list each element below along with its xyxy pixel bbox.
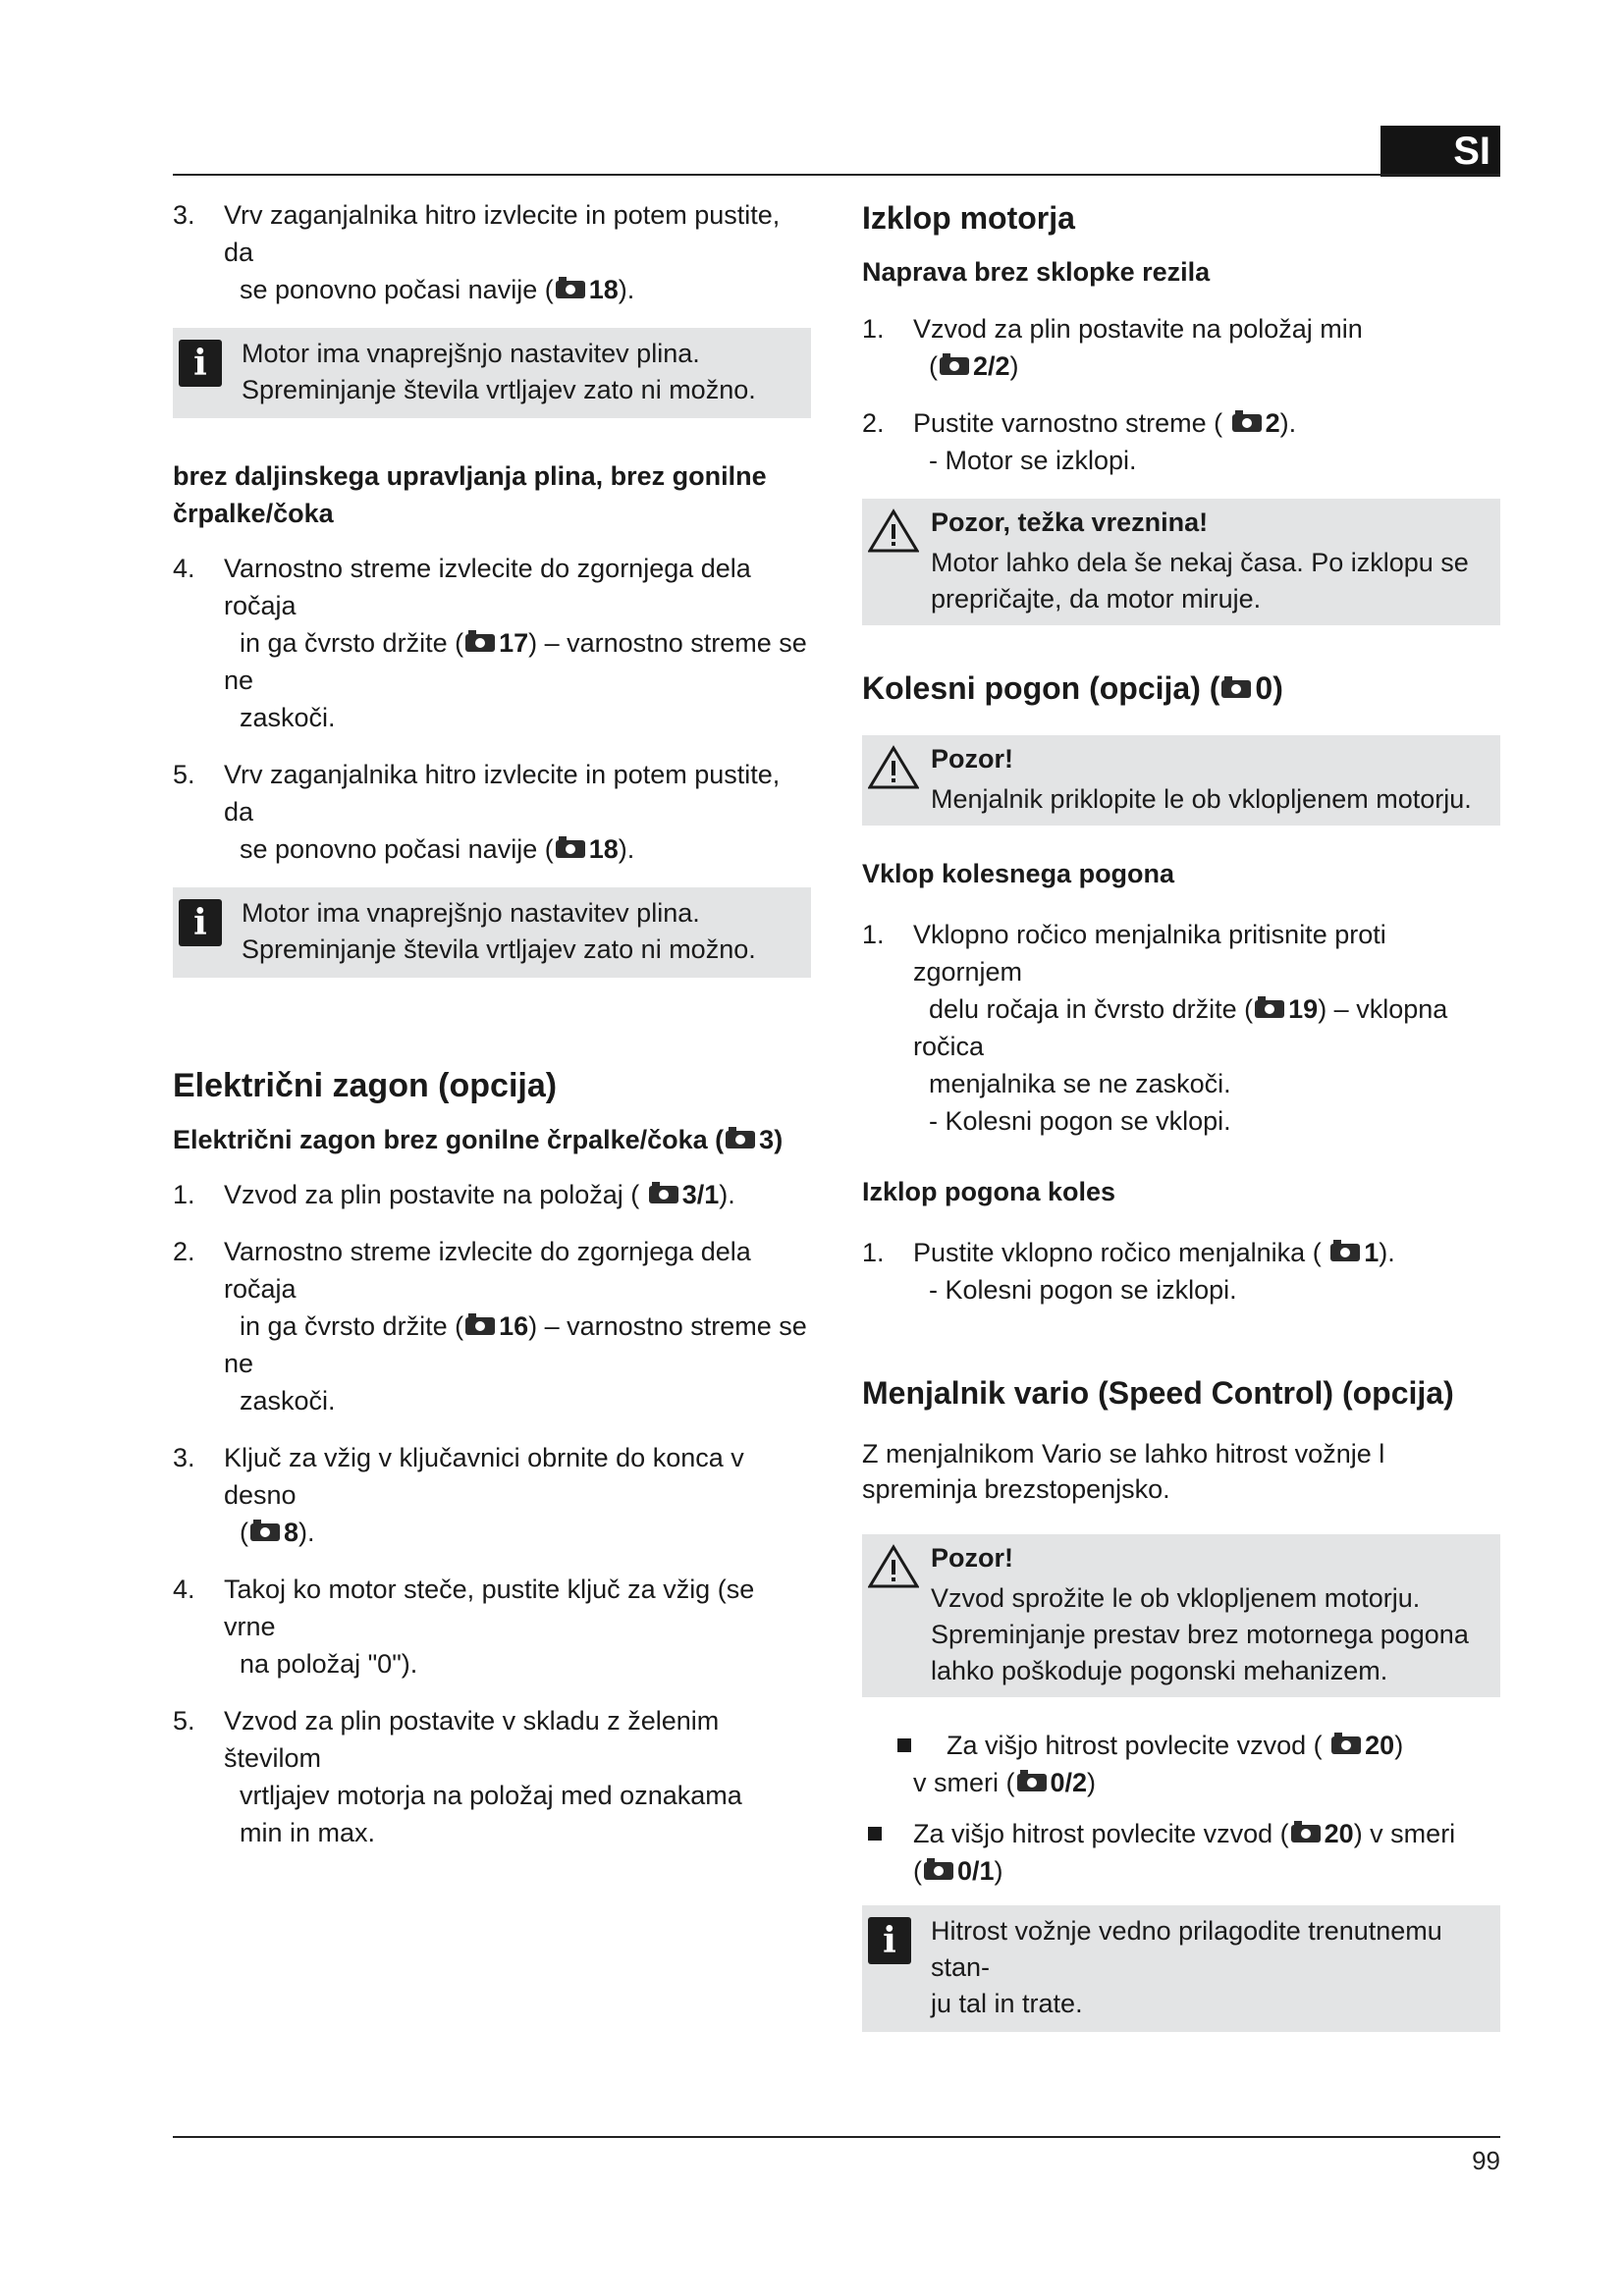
step-4-bracket [173, 550, 811, 736]
step-text: ). [1379, 1238, 1395, 1267]
step-text: vrtljajev motorja na položaj med oznakama [240, 1781, 742, 1810]
page-number: 99 [1472, 2146, 1500, 2175]
note-text: Hitrost vožnje vedno prilagodite trenutnemu stan- [931, 1916, 1442, 1982]
bullet-text: Za višjo hitrost povlecite vzvod ( [913, 1819, 1289, 1848]
step-text: Varnostno streme izvlecite do zgornjega dela ročaja [224, 554, 751, 620]
figure-ref: 20 [1329, 1731, 1394, 1760]
figure-ref: 0/1 [922, 1856, 995, 1886]
step-text: ). [618, 275, 635, 304]
bullet-text: ) v smeri [1353, 1819, 1456, 1848]
bullet-text: ) [1394, 1731, 1404, 1760]
warning-box-gear [862, 735, 1500, 826]
bullet-text: ) [994, 1856, 1003, 1886]
step-result: - Motor se izklopi. [929, 446, 1137, 475]
step-text: Pustite varnostno streme ( [913, 408, 1230, 438]
info-note [862, 1905, 1500, 2032]
vario-description [862, 1436, 1500, 1507]
figure-ref: 1 [1328, 1238, 1379, 1267]
warning-text: Menjalnik priklopite le ob vklopljenem motorju. [931, 784, 1472, 814]
figure-ref: 16 [463, 1311, 528, 1341]
step-text: delu ročaja in čvrsto držite ( [929, 994, 1254, 1024]
camera-icon [1232, 414, 1262, 432]
step-text: ). [298, 1518, 315, 1547]
step-text: Takoj ko motor steče, pustite ključ za vžig (se vrne [224, 1575, 755, 1641]
section-subheading: Naprava brez sklopke rezila [862, 257, 1211, 287]
section-subheading: brez daljinskega upravljanja plina, brez gonilne črpalke/čoka [173, 461, 767, 528]
step-text: se ponovno počasi navije ( [240, 275, 554, 304]
info-icon: i [179, 899, 222, 946]
step-number: 5. [173, 760, 195, 789]
step-text: Vzvod za plin postavite v skladu z želenim številom [224, 1706, 720, 1773]
step-number: 4. [173, 1575, 195, 1604]
electric-step-5 [173, 1702, 811, 1851]
step-text: ). [618, 834, 635, 864]
step-text: Vklopno ročico menjalnika pritisnite proti zgornjem [913, 920, 1386, 987]
info-note [173, 328, 811, 418]
info-icon: i [179, 340, 222, 387]
warning-text: Spreminjanje prestav brez motornega pogona [931, 1620, 1469, 1649]
warning-box-vario [862, 1534, 1500, 1697]
step-result: - Kolesni pogon se vklopi. [929, 1106, 1231, 1136]
camera-icon [1330, 1244, 1360, 1261]
step-text: ) – varnostno streme se ne [224, 628, 807, 695]
paragraph-text: Z menjalnikom Vario se lahko hitrost vožnje l [862, 1439, 1385, 1468]
warning-title: Pozor! [931, 1543, 1013, 1573]
camera-icon [940, 357, 969, 375]
warning-text: Motor lahko dela še nekaj časa. Po izklopu se [931, 548, 1469, 577]
footer-rule [173, 2136, 1500, 2138]
step-number: 2. [173, 1237, 195, 1266]
section-subheading: Izklop pogona koles [862, 1177, 1116, 1206]
camera-icon [649, 1186, 678, 1203]
camera-icon [1017, 1774, 1047, 1791]
figure-ref: 2/2 [938, 351, 1010, 381]
bullet-text: ) [1087, 1768, 1097, 1797]
warning-box-heat [862, 499, 1500, 625]
step-text: Vrv zaganjalnika hitro izvlecite in potem pustite, da [224, 200, 781, 267]
bullet-text: v smeri ( [913, 1768, 1015, 1797]
language-badge-text: SI [1453, 129, 1490, 173]
step-text: Pustite vklopno ročico menjalnika ( [913, 1238, 1329, 1267]
bullet-square-icon [868, 1827, 882, 1841]
camera-icon [1331, 1736, 1361, 1754]
info-note [173, 887, 811, 978]
wheel-off-step-1 [862, 1234, 1500, 1308]
figure-ref: 0/2 [1015, 1768, 1088, 1797]
step-number: 1. [862, 920, 885, 949]
step-text: Vzvod za plin postavite na položaj min [913, 314, 1363, 344]
info-icon: i [868, 1917, 911, 1964]
warning-icon [868, 745, 919, 790]
language-badge [1380, 126, 1500, 177]
electric-step-3 [173, 1439, 811, 1551]
step-text: zaskoči. [240, 703, 336, 732]
camera-icon [465, 1317, 495, 1335]
right-column [862, 196, 1500, 2057]
stop-step-2 [862, 404, 1500, 479]
camera-icon [726, 1131, 755, 1148]
camera-icon [556, 281, 585, 298]
bullet-square-icon [897, 1738, 911, 1752]
step-text: ). [719, 1180, 735, 1209]
step-text: min in max. [240, 1818, 376, 1847]
wheel-on-step-1 [862, 916, 1500, 1140]
section-heading-vario: Menjalnik vario (Speed Control) (opcija) [862, 1375, 1454, 1411]
warning-icon [868, 508, 919, 554]
step-text: in ga čvrsto držite ( [240, 628, 464, 658]
warning-text: lahko poškoduje pogonski mehanizem. [931, 1656, 1388, 1685]
figure-ref: 18 [554, 834, 619, 864]
warning-text: prepričajte, da motor miruje. [931, 584, 1262, 614]
note-text: Motor ima vnaprejšnjo nastavitev plina. [242, 898, 700, 928]
step-text: Ključ za vžig v ključavnici obrnite do konca v desno [224, 1443, 744, 1510]
bullet-item [862, 1727, 1500, 1801]
electric-step-4 [173, 1571, 811, 1682]
figure-ref: 19 [1253, 994, 1318, 1024]
figure-ref: 2 [1230, 408, 1280, 438]
figure-ref: 8 [248, 1518, 298, 1547]
figure-ref: 3/1 [647, 1180, 720, 1209]
step-text: Vzvod za plin postavite na položaj ( [224, 1180, 647, 1209]
step-text: in ga čvrsto držite ( [240, 1311, 464, 1341]
section-heading-wheel-drive: Kolesni pogon (opcija) ( 0) [862, 670, 1283, 706]
note-text: Spreminjanje števila vrtljajev zato ni možno. [242, 934, 756, 964]
step-5-rope [173, 756, 811, 868]
step-text: se ponovno počasi navije ( [240, 834, 554, 864]
note-text: Motor ima vnaprejšnjo nastavitev plina. [242, 339, 700, 368]
figure-ref: 20 [1289, 1819, 1354, 1848]
section-heading-electric-start: Električni zagon (opcija) [173, 1067, 558, 1104]
bullet-text: ( [913, 1856, 922, 1886]
camera-icon [924, 1862, 953, 1880]
step-number: 1. [862, 314, 885, 344]
note-text: ju tal in trate. [931, 1989, 1083, 2018]
note-text: Spreminjanje števila vrtljajev zato ni možno. [242, 375, 756, 404]
section-subheading: Električni zagon brez gonilne črpalke/čoka ( 3) [173, 1125, 784, 1154]
step-3-rope [173, 196, 811, 308]
step-text: ). [1279, 408, 1297, 438]
step-number: 5. [173, 1706, 195, 1735]
section-subheading: Vklop kolesnega pogona [862, 859, 1175, 888]
electric-step-2 [173, 1233, 811, 1419]
step-text: Vrv zaganjalnika hitro izvlecite in potem pustite, da [224, 760, 781, 827]
camera-icon [1221, 680, 1251, 698]
warning-icon [868, 1544, 919, 1589]
paragraph-text: spreminja brezstopenjsko. [862, 1474, 1170, 1504]
step-number: 3. [173, 1443, 195, 1472]
camera-icon [250, 1523, 280, 1541]
electric-step-1 [173, 1176, 811, 1213]
step-text: Varnostno streme izvlecite do zgornjega dela ročaja [224, 1237, 751, 1304]
step-number: 1. [173, 1180, 195, 1209]
step-number: 3. [173, 200, 195, 230]
step-number: 2. [862, 408, 885, 438]
bullet-text: Za višjo hitrost povlecite vzvod ( [947, 1731, 1330, 1760]
step-text: menjalnika se ne zaskoči. [929, 1069, 1231, 1098]
step-number: 4. [173, 554, 195, 583]
step-text: ( [929, 351, 938, 381]
left-column [173, 196, 811, 1871]
step-text: zaskoči. [240, 1386, 336, 1415]
step-result: - Kolesni pogon se izklopi. [929, 1275, 1237, 1305]
step-text: ) – vklopna ročica [913, 994, 1448, 1061]
figure-ref: 17 [463, 628, 528, 658]
warning-title: Pozor! [931, 744, 1013, 774]
bullet-item [862, 1815, 1500, 1890]
figure-ref: 18 [554, 275, 619, 304]
stop-step-1 [862, 310, 1500, 385]
warning-text: Vzvod sprožite le ob vklopljenem motorju. [931, 1583, 1421, 1613]
step-text: na položaj "0"). [240, 1649, 418, 1679]
camera-icon [1255, 1000, 1284, 1018]
step-text: ) [1009, 351, 1019, 381]
warning-title: Pozor, težka vreznina! [931, 507, 1209, 537]
camera-icon [465, 634, 495, 652]
camera-icon [1291, 1825, 1321, 1842]
header-rule [173, 174, 1500, 176]
camera-icon [556, 840, 585, 858]
step-text: ) – varnostno streme se ne [224, 1311, 807, 1378]
step-text: ( [240, 1518, 248, 1547]
section-heading-engine-stop: Izklop motorja [862, 200, 1075, 236]
step-number: 1. [862, 1238, 885, 1267]
